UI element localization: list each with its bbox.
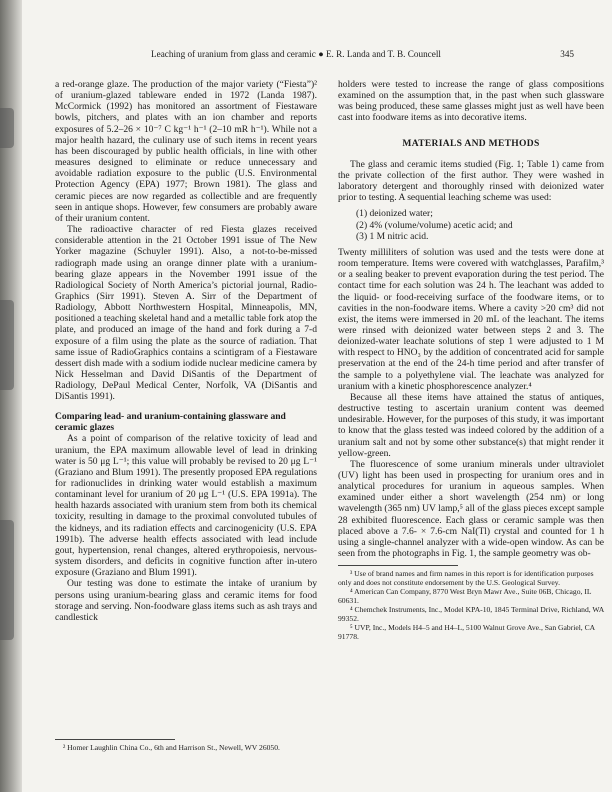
footnote: ³ Use of brand names and firm names in this report is for identification purposes only and does not constitute endorsement by the U.S. Geological Survey. bbox=[338, 569, 594, 588]
running-header bbox=[151, 49, 574, 59]
paragraph: a red-orange glaze. The production of the major variety (“Fiesta”)² of uranium-glazed tableware ended in 1972 (Landa 1987). McCormick (1992) has monitored an assortment of Fiestaware bowls, pitchers, and plates with an ion chamber and reports exposures of 5.2–26 × 10⁻⁷ C kg⁻¹ h⁻¹ (2–10 mR h⁻¹). While not a major health hazard, the culinary use of such items in recent years has been discouraged by public health officials, in line with other measures designed to eliminate or reduce unnecessary and avoidable radiation exposure to the public (U.S. Environmental Protection Agency (EPA) 1977; Brown 1981). The glass and ceramic pieces are now regarded as collectible and are frequently seen in antique shops. However, few consumers are probably aware of their uranium content. bbox=[55, 79, 317, 224]
running-title: Leaching of uranium from glass and ceramic ● E. R. Landa and T. B. Councell bbox=[151, 49, 441, 59]
page-number: 345 bbox=[560, 49, 574, 59]
journal-page bbox=[22, 0, 612, 792]
footnote-rule bbox=[55, 739, 175, 740]
right-column bbox=[338, 79, 604, 641]
footnote: ⁵ UVP, Inc., Models H4–5 and H4–L, 5100 Walnut Grove Ave., San Gabriel, CA 91778. bbox=[338, 623, 595, 642]
paragraph: holders were tested to increase the range of glass compositions examined on the assumption that, in the past when such glassware was being produced, these same glasses might just as well have been cast into foodware items as into decorative items. bbox=[338, 79, 604, 124]
paragraph: Because all these items have attained the status of antiques, destructive testing to ascertain uranium content was deemed undesirable. However, for the purposes of this study, it was important to know that the glass tested was indeed colored by the addition of a uranium salt and not by some other substance(s) that might render it yellow-green. bbox=[338, 391, 604, 459]
scan-shadow bbox=[0, 520, 14, 640]
footnote: ² Homer Laughlin China Co., 6th and Harrison St., Newell, WV 26050. bbox=[63, 743, 280, 752]
paragraph: The radioactive character of red Fiesta glazes received considerable attention in the 21 October 1991 issue of The New Yorker magazine (Schuyler 1991). Also, a not-to-be-missed radiograph made using an orange dinner plate with a uranium-bearing glaze appears in the November 1991 issue of the Radiological Society of North America’s pictorial journal, Radio-Graphics (Sirr 1991). Steven A. Sirr of the Department of Radiology, Abbott Northwestern Hospital, Minneapolis, MN, positioned a teaching skeletal hand and a metallic table fork atop the plate, and produced an image of the hand and fork during a 7-d exposure of a film using the plate as the source of radiation. That same issue of RadioGraphics contains a scintigram of a Fiestaware dessert dish made with a sodium iodide nuclear medicine camera by Nick Hesselman and David DiSantis of the Department of Radiology, DePaul Medical Center, Norfolk, VA (DiSantis and DiSantis 1991). bbox=[55, 224, 317, 403]
scan-shadow bbox=[0, 300, 14, 390]
paragraph: Our testing was done to estimate the intake of uranium by persons using uranium-bearing glass and ceramic items for food storage and serving. Non-foodware glass items such as ash trays and candlestick bbox=[55, 578, 317, 623]
paragraph: As a point of comparison of the relative toxicity of lead and uranium, the EPA maximum allowable level of lead in drinking water is 50 μg L⁻¹; this value will probably be revised to 20 μg L⁻¹ (Graziano and Blum 1991). The presently proposed EPA regulations for radionuclides in drinking water would establish a maximum contaminant level for uranium of 20 μg L⁻¹ (U.S. EPA 1991a). The health hazards associated with uranium stem from both its chemical toxicity, resulting in damage to the proximal convoluted tubules of the kidneys, and its radiation effects and carcinogenicity (U.S. EPA 1991b). The adverse health effects associated with lead include gout, hypertension, renal changes, altered erythropoiesis, nervous-system disorders, and deficits in cognitive function after in-utero exposure (Graziano and Blum 1991). bbox=[55, 433, 317, 579]
scan-binding-edge bbox=[0, 0, 22, 792]
paragraph: Twenty milliliters of solution was used and the tests were done at room temperature. Items were covered with watchglasses, Parafilm,³ or a sealing beaker to prevent evaporation during the test period. The contact time for each solution was 24 h. The leachant was added to the liquid- or food-receiving surface of the foodware items, or to cavities in the non-foodware items. Where a cavity >20 cm³ did not exist, the items were immersed in 20 mL of the leachant. The items were rinsed with deionized water between steps 2 and 3. The deionized-water leachate solutions of step 1 were adjusted to 1 M with respect to HNO₃ by the addition of concentrated acid for sample preservation at the end of the 24-h time period and after transfer of the sample to a polyethylene vial. The leachate was analyzed for uranium with a kinetic phosphorescence analyzer.⁴ bbox=[338, 246, 604, 392]
footnote: ⁴ American Can Company, 8770 West Bryn Mawr Ave., Suite 06B, Chicago, IL 60631. bbox=[338, 587, 592, 606]
list-item: (2) 4% (volume/volume) acetic acid; and bbox=[356, 219, 513, 231]
paragraph: The fluorescence of some uranium minerals under ultraviolet (UV) light has been used in prospecting for uranium ores and in analytical procedures for uranium in aqueous samples. When examined under either a short wavelength (254 nm) or long wavelength (365 nm) UV lamp,⁵ all of the glass pieces except sample 28 exhibited fluorescence. Each glass or ceramic sample was then placed above a 7.6- × 7.6-cm NaI(Tl) crystal and counted for 1 h using a single-channel analyzer with a wide-open window. As can be seen from the photographs in Fig. 1, the sample geometry was ob- bbox=[338, 458, 604, 560]
scan-shadow bbox=[0, 108, 14, 148]
left-footnotes bbox=[55, 733, 317, 753]
paragraph: The glass and ceramic items studied (Fig. 1; Table 1) came from the private collection of the first author. They were washed in laboratory detergent and thoroughly rinsed with deionized water prior to testing. A sequential leaching scheme was used: bbox=[338, 158, 604, 204]
left-column bbox=[55, 79, 317, 623]
leaching-steps-list bbox=[338, 208, 604, 241]
list-item: (3) 1 M nitric acid. bbox=[356, 230, 429, 242]
subsection-heading: Comparing lead- and uranium-containing glassware and ceramic glazes bbox=[55, 410, 286, 433]
footnote: ⁴ Chemchek Instruments, Inc., Model KPA-10, 1845 Terminal Drive, Richland, WA 99352. bbox=[338, 605, 604, 624]
list-item: (1) deionized water; bbox=[356, 208, 433, 220]
footnote-rule bbox=[338, 565, 458, 566]
section-heading: MATERIALS AND METHODS bbox=[402, 137, 540, 149]
